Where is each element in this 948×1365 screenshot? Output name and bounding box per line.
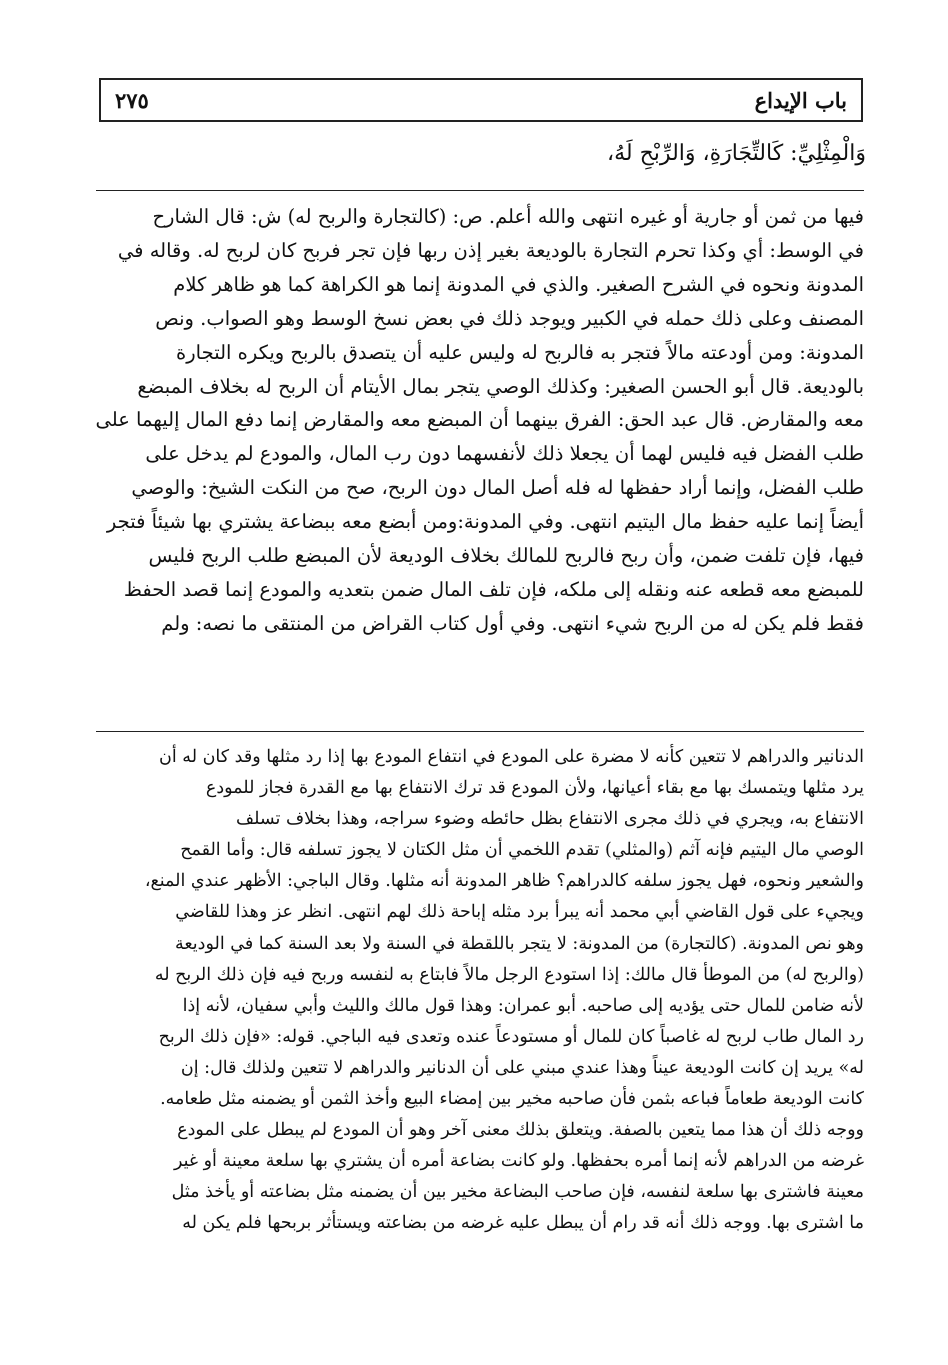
sharh-line: أيضاً إنما عليه حفظ مال اليتيم انتهى. وفي المدونة:ومن أبضع معه ببضاعة يشتري بها شيئاً فتجر [106,510,864,534]
sharh-line: معه والمقارض. قال عبد الحق: الفرق بينهما أن المبضع معه والمقارض إنما دفع المال إليهما على [96,408,864,432]
sharh-line: طلب الفضل فيه فليس لهما أن يجعلا ذلك لأنفسهما دون رب المال، والمودع لم يدخل على [145,442,864,466]
hashiyah-line: وهو نص المدونة. (كالتجارة) من المدونة: لا يتجر باللقطة في السنة ولا بعد السنة كما في الوديعة [174,933,864,954]
hashiyah-line: ووجه ذلك أن هذا مما يتعين بالصفة. ويتعلق بذلك معنى آخر وهو أن المودع لم يبطل على المودع [177,1120,864,1141]
divider-footnotes [96,731,864,732]
hashiyah-line: ما اشترى بها. ووجه ذلك أنه قد رام أن يبطل عليه غرضه من بضاعته ويستأثر بربحها فلم يكن له [182,1213,864,1234]
chapter-title: باب الإيداع [754,87,847,113]
running-header [99,78,863,122]
hashiyah-line: غرضه من الدراهم لأنه إنما أمره بحفظها. ولو كانت بضاعة أمره أن يشتري بها سلعة معينة أو غير [173,1151,864,1172]
sharh-commentary [96,200,864,641]
sharh-line: للمبضع معه قطعه عنه ونقله إلى ملكه، فإن تلف المال ضمن بتعديه والمودع إنما قصد الحفظ [123,577,864,601]
hashiyah-line: والشعير ونحوه، فهل يجوز سلفه كالدراهم؟ ظاهر المدونة أنه مثلها. وقال الباجي: الأظهر عندي المنع، [144,871,864,892]
hashiyah-line: الوصي مال اليتيم فإنه آثم (والمثلي) تقدم اللخمي أن مثل الكتان لا يجوز تسلفه قال: وأما القمح [180,840,864,861]
hashiyah-line: كانت الوديعة طعاماً فباعه بثمن فأن صاحبه مخير بين إمضاء البيع وأخذ الثمن أو يضمنه مثل طعامه. [160,1089,864,1110]
divider-top [96,190,864,191]
sharh-line: بالوديعة. قال أبو الحسن الصغير: وكذلك الوصي يتجر بمال الأيتام أن الربح له بخلاف المبضع [137,374,864,398]
hashiyah-line: ويجيء على قول القاضي أبي محمد أنه يبرأ برد مثله إباحة ذلك لهم انتهى. انظر عز وهذا للقاضي [175,902,864,923]
sharh-line: فيها، فإن تلفت ضمن، وأن ربح فالربح للمالك بخلاف الوديعة لأن المبضع طلب الربح فليس [148,544,864,568]
hashiyah-line: له» يريد إن كانت الوديعة عيناً وهذا عندي مبني على أن الدنانير والدراهم لا تتعين ولذلك قال: إن [180,1057,864,1078]
hashiyah-line: رد المال طاب لربح له غاصباً كان للمال أو مستودعاً عنده وتعدى فيه الباجي. قوله: «فإن ذلك الربح [158,1026,864,1047]
sharh-line: المصنف وعلى ذلك حمله في الكبير ويوجد ذلك في بعض نسخ الوسط وهو الصواب. ونص [155,306,864,330]
sharh-line: فيها من ثمن أو جارية أو غيره انتهى والله أعلم. ص: (كالتجارة والربح له) ش: قال الشارح [152,205,864,228]
hashiyah-footnotes [96,742,864,1240]
hashiyah-line: الدنانير والدراهم لا تتعين كأنه لا مضرة على المودع في انتفاع المودع بها إذا رد مثلها وقد كان له أن [159,747,864,767]
sharh-line: طلب الفضل، وإنما أراد حفظها له فله أصل المال دون الربح، صح من النكت الشيخ: والوصي [131,476,864,500]
sharh-line: في الوسط: أي وكذا تحرم التجارة بالوديعة بغير إذن ربها فإن تجر فربح كان لربح له. وقاله في [117,238,864,262]
sharh-line: المدونة ونحوه في الشرح الصغير. والذي في المدونة إنما هو الكراهة كما هو ظاهر كلام [173,272,864,296]
hashiyah-line: يرد مثلها ويتمسك بها مع بقاء أعيانها، ولأن المودع قد ترك الانتفاع بها مع القدرة فجاز للمودع [205,778,864,799]
sharh-line: المدونة: ومن أودعته مالاً فتجر به فالربح له وليس عليه أن يتصدق بالربح ويكره التجارة [176,340,864,364]
hashiyah-line: (والربح له) من الموطأ قال مالك: إذا استودع الرجل مالاً فابتاع به لنفسه وربح فيه فإن ذلك الربح له [154,964,864,985]
hashiyah-line: لأنه ضامن للمال حتى يؤديه إلى صاحبه. أبو عمران: وهذا قول مالك والليث وأبي سفيان، لأنه إذا [182,995,864,1016]
sharh-line: فقط فلم يكن له من الربح شيء انتهى. وفي أول كتاب القراض من المنتقى ما نصه: ولم [161,611,864,635]
hashiyah-line: معينة فاشترى بها سلعة لنفسه، فإن صاحب البضاعة مخير بين أن يضمنه مثل بضاعته أو يأخذ مثل [171,1182,864,1203]
hashiyah-line: الانتفاع به، ويجري في ذلك مجرى الانتفاع بظل حائطه وضوء سراجه، وهذا بخلاف تسلف [236,809,864,830]
matn-text: وَالْمِثْلِيِّ: كَالتِّجَارَةِ، وَالرِّبْحِ لَهُ، [607,141,866,166]
page-number: ٢٧٥ [115,87,149,113]
